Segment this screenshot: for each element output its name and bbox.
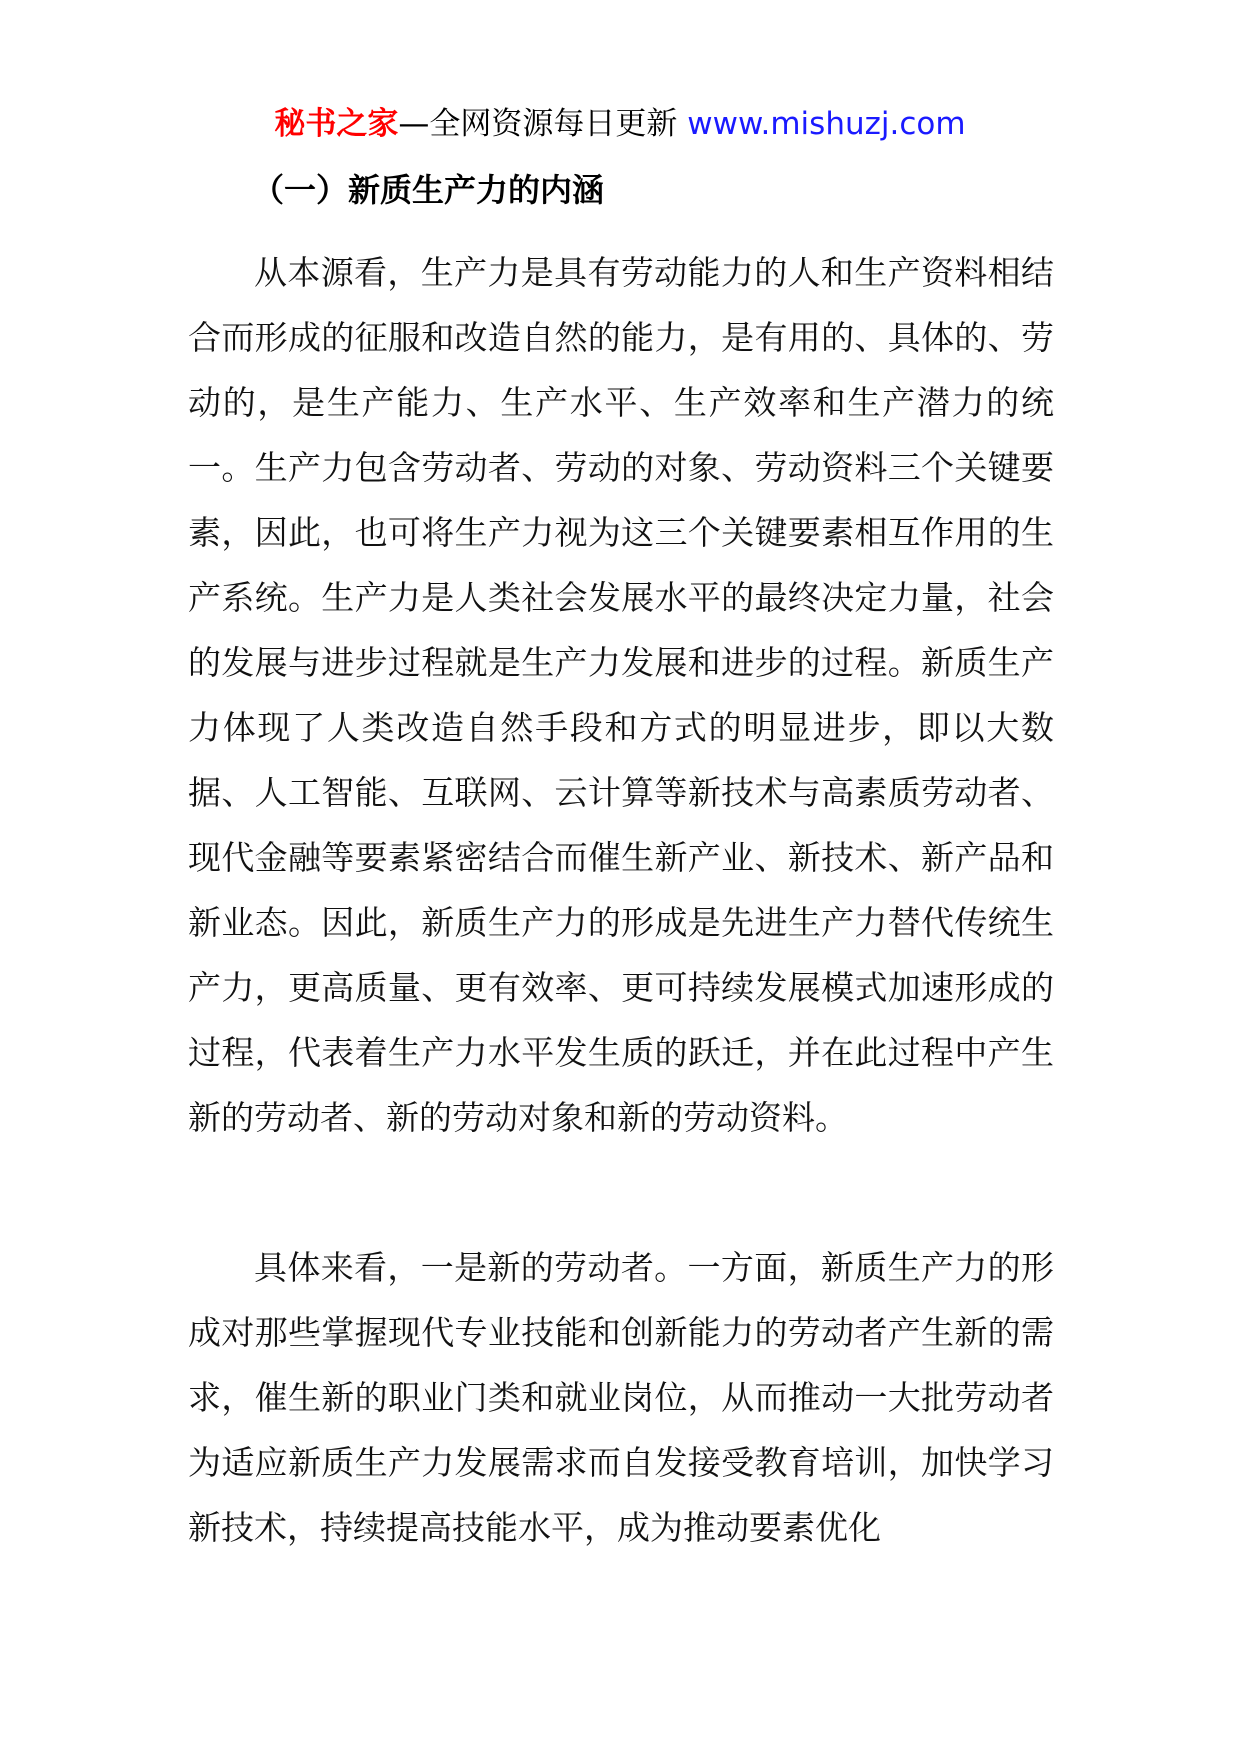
body-paragraph: 具体来看，一是新的劳动者。一方面，新质生产力的形成对那些掌握现代专业技能和创新能力的劳动者产生新的需求，催生新的职业门类和就业岗位，从而推动一大批劳动者为适应新质生产力发展需求而自发接受教育培训，加快学习新技术，持续提高技能水平，成为推动要素优化 (188, 1248, 1054, 1547)
section-heading: （一）新质生产力的内涵 (252, 171, 605, 209)
site-header (0, 100, 1240, 148)
header-tagline: —全网资源每日更新 (398, 106, 678, 142)
body-paragraph: 从本源看，生产力是具有劳动能力的人和生产资料相结合而形成的征服和改造自然的能力，是有用的、具体的、劳动的，是生产能力、生产水平、生产效率和生产潜力的统一。生产力包含劳动者、劳动的对象、劳动资料三个关键要素，因此，也可将生产力视为这三个关键要素相互作用的生产系统。生产力是人类社会发展水平的最终决定力量，社会的发展与进步过程就是生产力发展和进步的过程。新质生产力体现了人类改造自然手段和方式的明显进步，即以大数据、人工智能、互联网、云计算等新技术与高素质劳动者、现代金融等要素紧密结合而催生新产业、新技术、新产品和新业态。因此，新质生产力的形成是先进生产力替代传统生产力，更高质量、更有效率、更可持续发展模式加速形成的过程，代表着生产力水平发生质的跃迁，并在此过程中产生新的劳动者、新的劳动对象和新的劳动资料。 (188, 253, 1054, 1137)
site-url-link[interactable]: www.mishuzj.com (687, 106, 966, 142)
brand-name: 秘书之家 (274, 106, 399, 142)
